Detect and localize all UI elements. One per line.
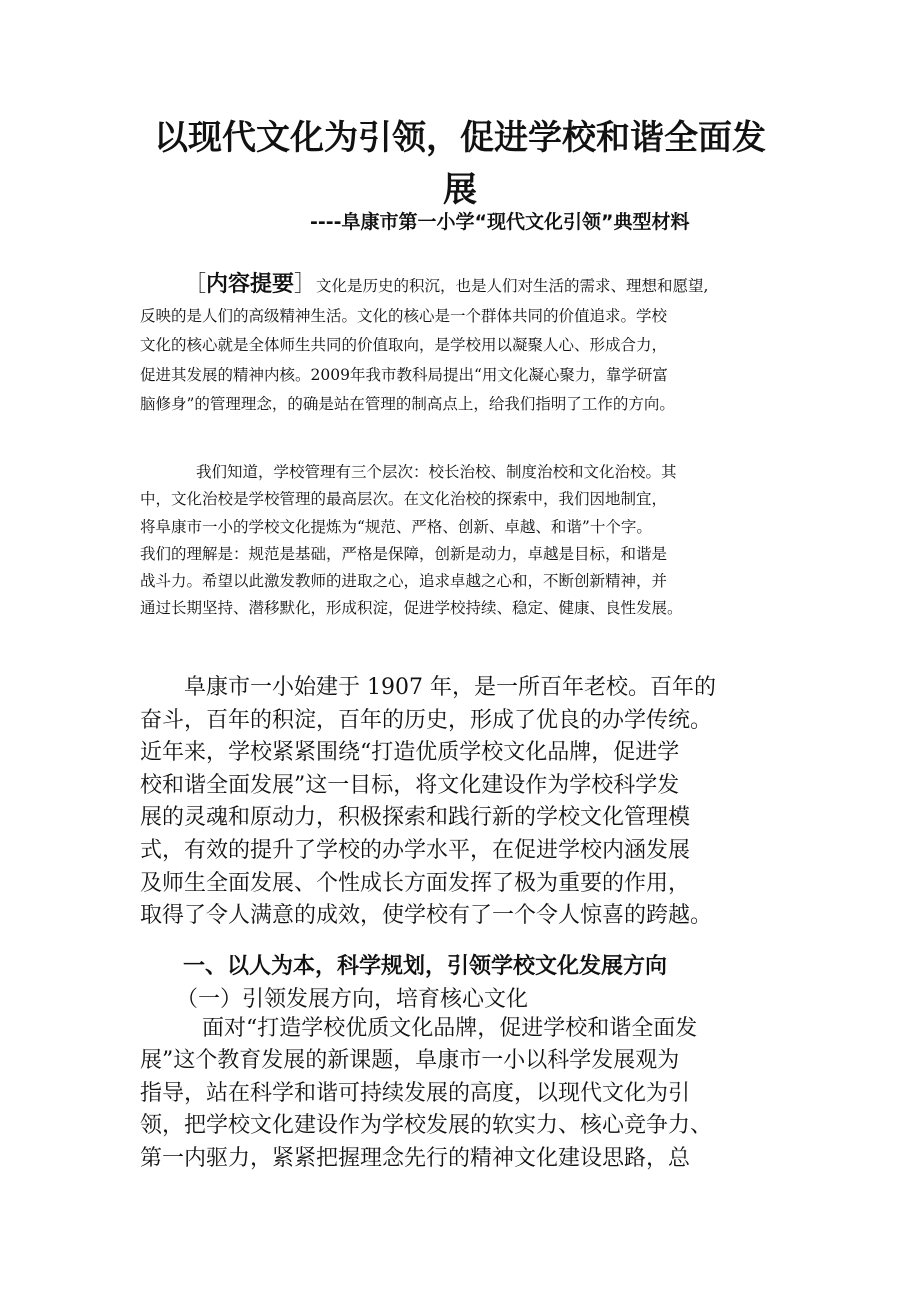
- paragraph-line: 指导，站在科学和谐可持续发展的高度，以现代文化为引: [140, 1080, 691, 1106]
- management-levels-paragraph: [140, 459, 790, 623]
- abstract-line: 促进其发展的精神内核。2009年我市教科局提出“用文化凝心聚力，靠学研富: [140, 365, 668, 384]
- abstract-tag: ［内容提要］: [184, 272, 317, 297]
- paragraph-line: 通过长期坚持、潜移默化，形成积淀，促进学校持续、稳定、健康、良性发展。: [140, 599, 683, 618]
- abstract-paragraph: [140, 270, 790, 420]
- paragraph-line: 我们知道，学校管理有三个层次：校长治校、制度治校和文化治校。其: [196, 463, 677, 481]
- abstract-line: 文化是历史的积沉，也是人们对生活的需求、理想和愿望,: [316, 277, 709, 295]
- title-line: 展: [443, 170, 477, 210]
- paragraph-line: 我们的理解是：规范是基础，严格是保障，创新是动力，卓越是目标，和谐是: [140, 544, 668, 563]
- abstract-line: 文化的核心就是全体师生共同的价值取向，是学校用以凝聚人心、形成合力，: [140, 336, 668, 354]
- paragraph-line: 式，有效的提升了学校的办学水平，在促进学校内涵发展: [140, 837, 691, 863]
- subsection-heading: （一）引领发展方向，培育核心文化: [176, 987, 529, 1012]
- section-heading: 一、以人为本，科学规划，引领学校文化发展方向: [183, 954, 668, 979]
- paragraph-line: 奋斗，百年的积淀，百年的历史，形成了优良的办学传统。: [140, 707, 713, 733]
- paragraph-line: 展的灵魂和原动力，积极探索和践行新的学校文化管理模: [140, 805, 691, 831]
- title-line: 以现代文化为引领，促进学校和谐全面发: [154, 118, 766, 158]
- section-paragraph: [140, 1013, 790, 1175]
- paragraph-line: 展”这个教育发展的新课题，阜康市一小以科学发展观为: [140, 1048, 680, 1074]
- paragraph-line: 领，把学校文化建设作为学校发展的软实力、核心竞争力、: [140, 1113, 713, 1139]
- abstract-line: 脑修身”的管理理念，的确是站在管理的制高点上，给我们指明了工作的方向。: [140, 395, 675, 413]
- abstract-first-line: [140, 270, 790, 302]
- paragraph-line: 中，文化治校是学校管理的最高层次。在文化治校的探索中，我们因地制宜，: [140, 490, 668, 509]
- paragraph-line: 校和谐全面发展”这一目标，将文化建设作为学校科学发: [140, 772, 680, 798]
- paragraph-line: 近年来，学校紧紧围绕“打造优质学校文化品牌，促进学: [140, 740, 680, 766]
- abstract-line: 反映的是人们的高级精神生活。文化的核心是一个群体共同的价值追求。学校: [140, 306, 668, 325]
- document-title: [120, 112, 800, 216]
- paragraph-line: 取得了令人满意的成效，使学校有了一个令人惊喜的跨越。: [140, 903, 713, 929]
- paragraph-line: 将阜康市一小的学校文化提炼为“规范、严格、创新、卓越、和谐”十个字。: [140, 517, 652, 536]
- document-subtitle: ----阜康市第一小学“现代文化引领”典型材料: [310, 211, 690, 233]
- paragraph-line: 及师生全面发展、个性成长方面发挥了极为重要的作用，: [140, 870, 691, 896]
- paragraph-line: 面对“打造学校优质文化品牌，促进学校和谐全面发: [202, 1016, 698, 1041]
- paragraph-line: 第一内驱力，紧紧把握理念先行的精神文化建设思路，总: [140, 1145, 691, 1171]
- paragraph-line: 战斗力。希望以此激发教师的进取之心，追求卓越之心和，不断创新精神，并: [140, 572, 668, 591]
- paragraph-line: 阜康市一小始建于 1907 年，是一所百年老校。百年的: [184, 675, 716, 700]
- school-history-paragraph: [140, 672, 790, 933]
